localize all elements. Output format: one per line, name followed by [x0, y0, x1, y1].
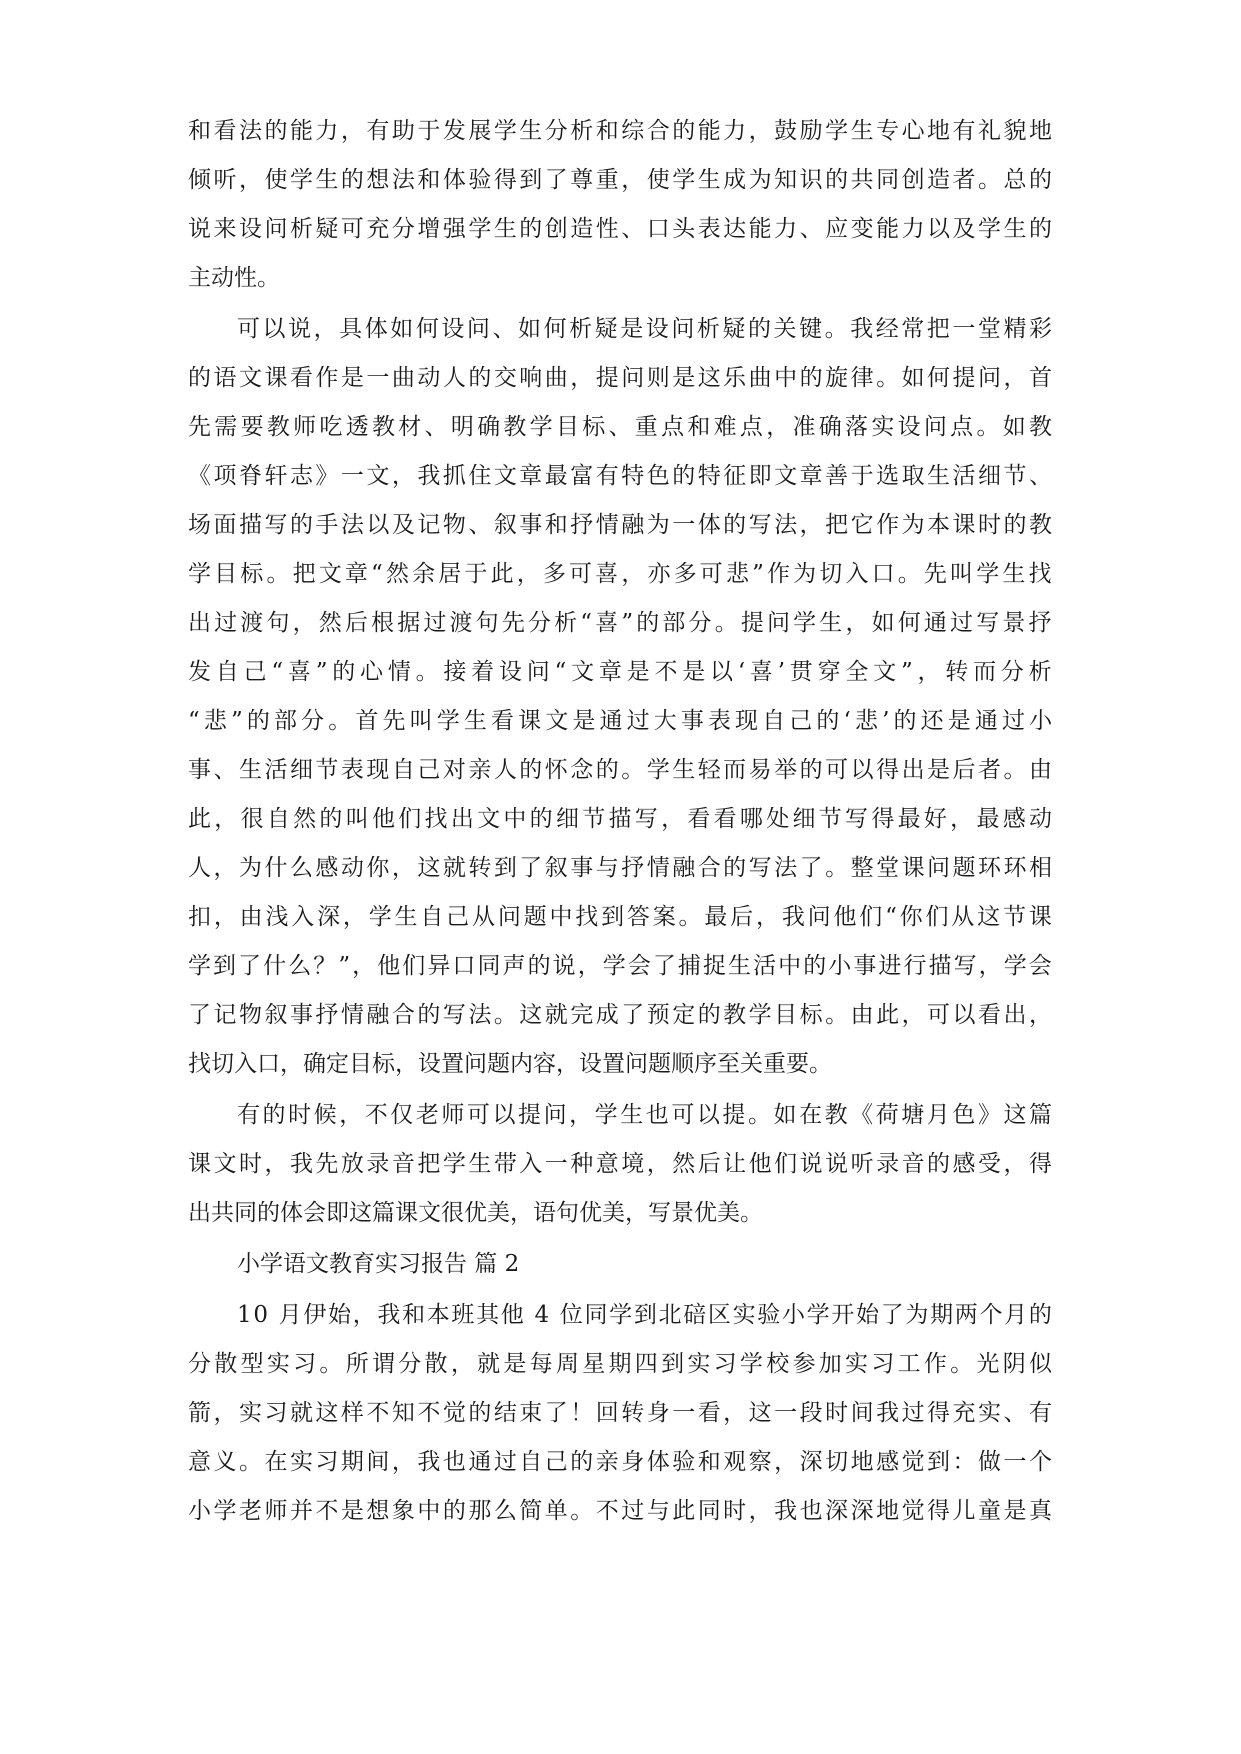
text-line: 扣，由浅入深，学生自己从问题中找到答案。最后，我问他们“你们从这节课	[188, 904, 1055, 930]
text-line: 的语文课看作是一曲动人的交响曲，提问则是这乐曲中的旋律。如何提问，首	[188, 365, 1055, 391]
text-line: 找切入口，确定目标，设置问题内容，设置问题顺序至关重要。	[188, 1051, 832, 1077]
text-line: 10 月伊始，我和本班其他 4 位同学到北碚区实验小学开始了为期两个月的	[237, 1302, 1054, 1328]
text-line: 出共同的体会即这篇课文很优美，语句优美，写景优美。	[188, 1200, 763, 1226]
text-line: 倾听，使学生的想法和体验得到了尊重，使学生成为知识的共同创造者。总的	[188, 167, 1055, 193]
text-line: 先需要教师吃透教材、明确教学目标、重点和难点，准确落实设问点。如教	[188, 414, 1056, 440]
text-line: 学目标。把文章“然余居于此，多可喜，亦多可悲”作为切入口。先叫学生找	[188, 561, 1055, 587]
text-line: “悲”的部分。首先叫学生看课文是通过大事表现自己的‘悲’的还是通过小	[188, 708, 1057, 734]
text-line: 发自己“喜”的心情。接着设问“文章是不是以‘喜’贯穿全文”，转而分析	[188, 659, 1057, 685]
text-line: 人，为什么感动你，这就转到了叙事与抒情融合的写法了。整堂课问题环环相	[188, 855, 1055, 881]
text-line: 说来设问析疑可充分增强学生的创造性、口头表达能力、应变能力以及学生的	[188, 216, 1055, 242]
text-line: 分散型实习。所谓分散，就是每周星期四到实习学校参加实习工作。光阴似	[188, 1351, 1056, 1377]
text-line: 学到了什么？”，他们异口同声的说，学会了捕捉生活中的小事进行描写，学会	[188, 953, 1054, 979]
text-line: 可以说，具体如何设问、如何析疑是设问析疑的关键。我经常把一堂精彩	[237, 316, 1055, 342]
section-heading: 小学语文教育实习报告 篇 2	[237, 1251, 520, 1277]
text-line: 有的时候，不仅老师可以提问，学生也可以提。如在教《荷塘月色》这篇	[237, 1102, 1055, 1128]
text-line: 事、生活细节表现自己对亲人的怀念的。学生轻而易举的可以得出是后者。由	[188, 757, 1055, 783]
text-line: 箭，实习就这样不知不觉的结束了！回转身一看，这一段时间我过得充实、有	[188, 1400, 1055, 1426]
text-line: 场面描写的手法以及记物、叙事和抒情融为一体的写法，把它作为本课时的教	[188, 512, 1055, 538]
text-line: 此，很自然的叫他们找出文中的细节描写，看看哪处细节写得最好，最感动	[188, 806, 1056, 832]
text-line: 课文时，我先放录音把学生带入一种意境，然后让他们说说听录音的感受，得	[188, 1151, 1055, 1177]
text-line: 和看法的能力，有助于发展学生分析和综合的能力，鼓励学生专心地有礼貌地	[188, 118, 1055, 144]
text-line: 意义。在实习期间，我也通过自己的亲身体验和观察，深切地感觉到：做一个	[188, 1449, 1055, 1475]
text-line: 主动性。	[188, 265, 280, 291]
text-line: 出过渡句，然后根据过渡句先分析“喜”的部分。提问学生，如何通过写景抒	[188, 610, 1055, 636]
text-line: 小学老师并不是想象中的那么简单。不过与此同时，我也深深地觉得儿童是真	[188, 1498, 1055, 1524]
text-line: 《项脊轩志》一文，我抓住文章最富有特色的特征即文章善于选取生活细节、	[188, 463, 1055, 489]
text-line: 了记物叙事抒情融合的写法。这就完成了预定的教学目标。由此，可以看出，	[188, 1002, 1055, 1028]
